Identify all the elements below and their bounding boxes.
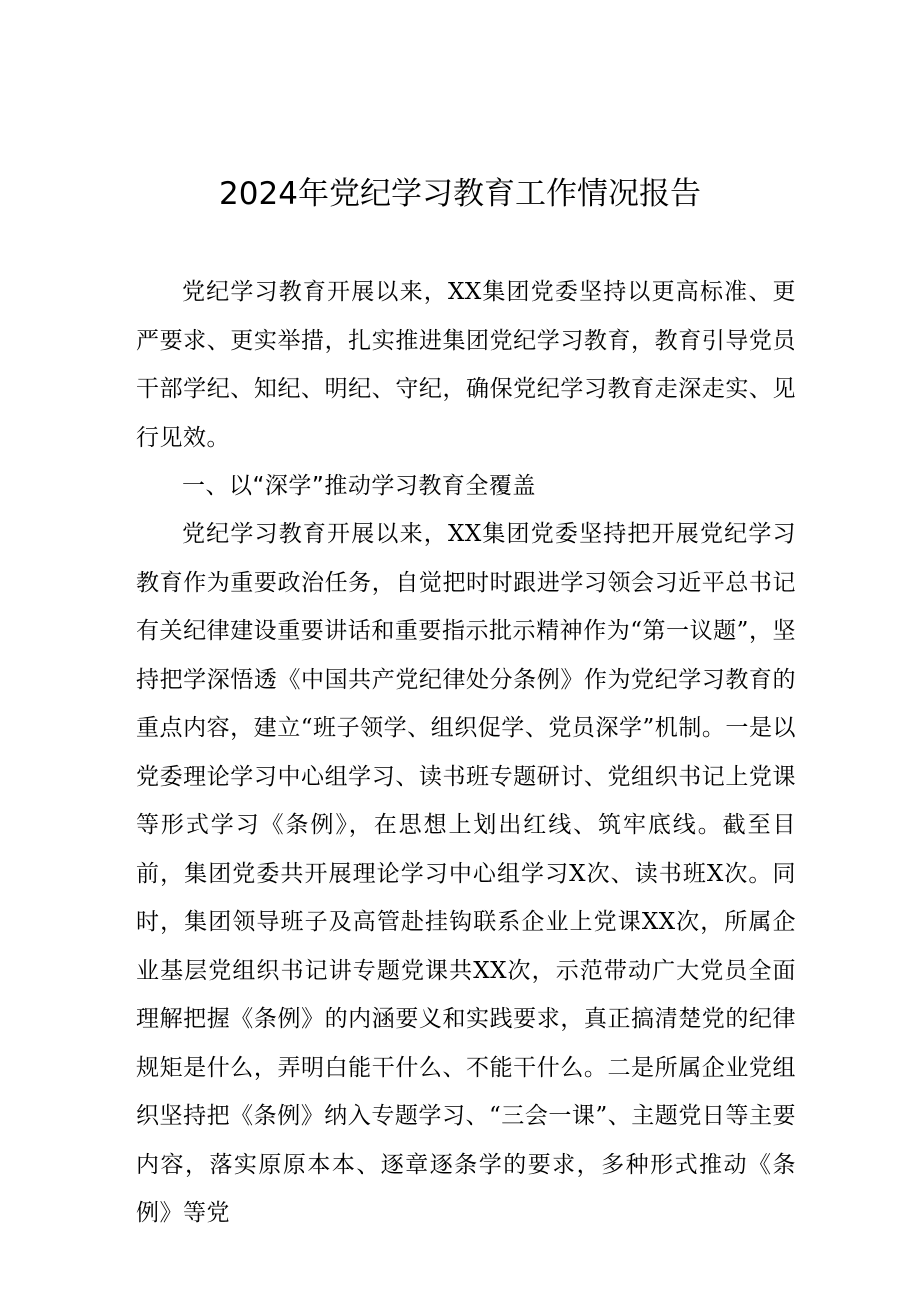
intro-paragraph: 党纪学习教育开展以来，XX集团党委坚持以更高标准、更严要求、更实举措，扎实推进集团党纪学习教育，教育引导党员干部学纪、知纪、明纪、守纪，确保党纪学习教育走深走实、见行见效。 bbox=[136, 279, 796, 451]
document-title: 2024年党纪学习教育工作情况报告 bbox=[219, 176, 701, 212]
section-1-paragraph: 党纪学习教育开展以来，XX集团党委坚持把开展党纪学习教育作为重要政治任务，自觉把时时跟进学习领会习近平总书记有关纪律建设重要讲话和重要指示批示精神作为“第一议题”，坚持把学深悟透《中国共产党纪律处分条例》作为党纪学习教育的重点内容，建立“班子领学、组织促学、党员深学”机制。一是以党委理论学习中心组学习、读书班专题研讨、党组织书记上党课等形式学习《条例》，在思想上划出红线、筑牢底线。截至目前，集团党委共开展理论学习中心组学习X次、读书班X次。同时，集团领导班子及高管赴挂钩联系企业上党课XX次，所属企业基层党组织书记讲专题党课共XX次，示范带动广大党员全面理解把握《条例》的内涵要义和实践要求，真正搞清楚党的纪律规矩是什么，弄明白能干什么、不能干什么。二是所属企业党组织坚持把《条例》纳入专题学习、“三会一课”、主题党日等主要内容，落实原原本本、逐章逐条学的要求，多种形式推动《条例》等党 bbox=[136, 521, 796, 1226]
section-heading-1: 一、以“深学”推动学习教育全覆盖 bbox=[182, 473, 536, 499]
